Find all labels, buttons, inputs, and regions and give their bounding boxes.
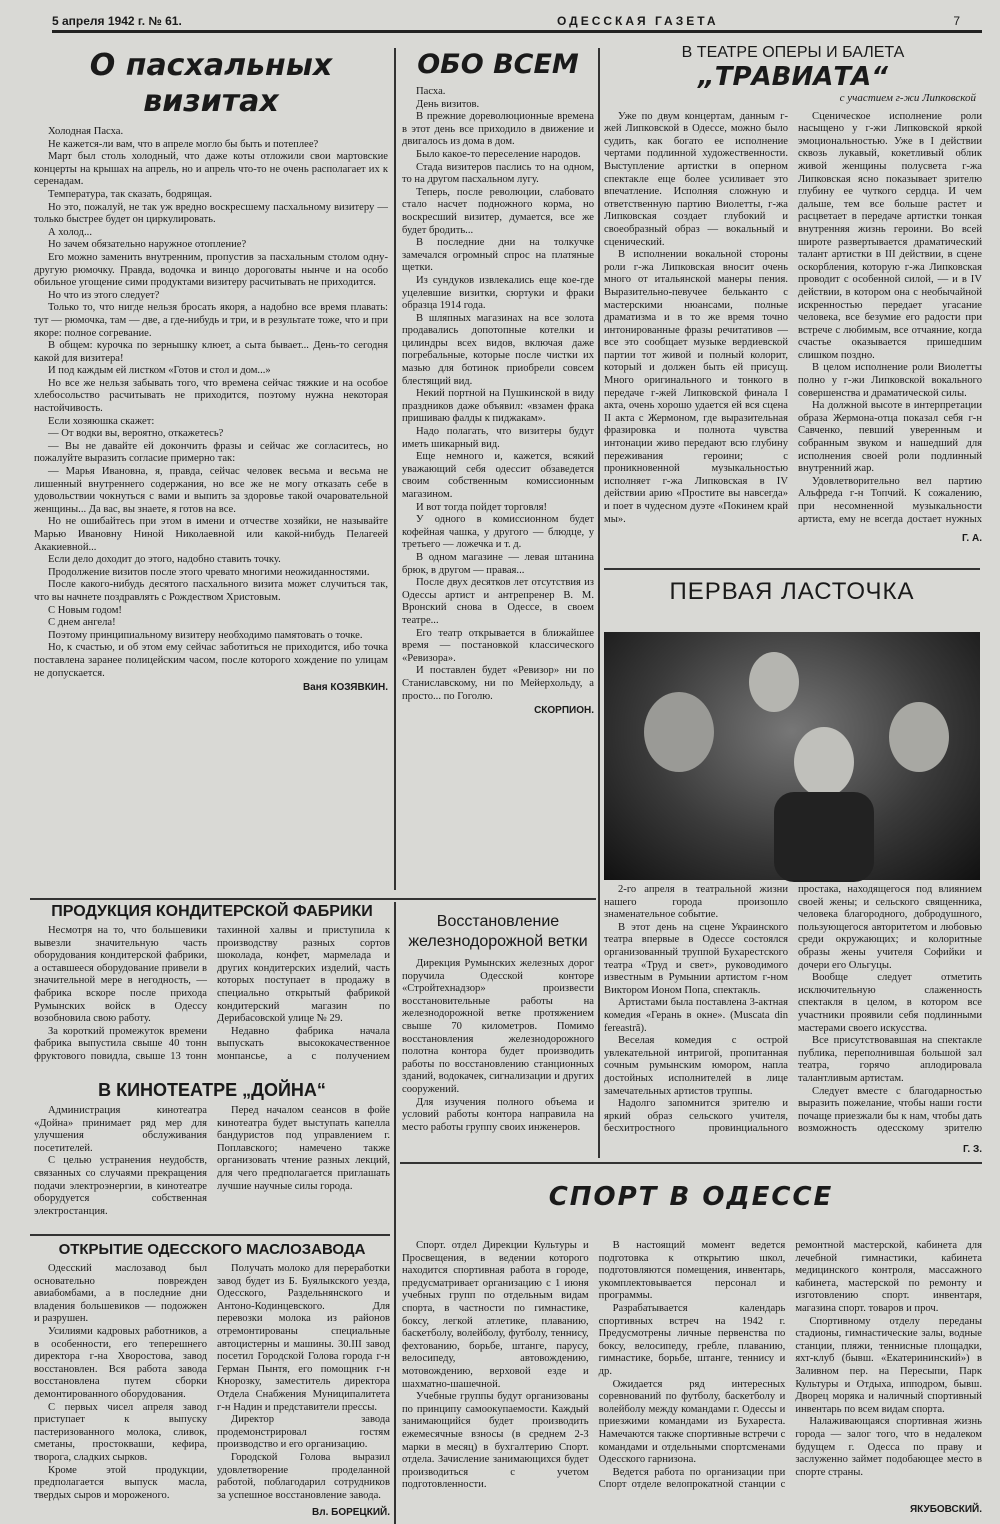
column-rule	[598, 48, 600, 1158]
paragraph: Для изучения полного объема и условий работы контора направила на место работы группу своих инженеров.	[402, 1096, 594, 1133]
paragraph: Ведется работа по организации при Спорт отделе велопрокатной станции с ремонтной мастерской, кабинета для лечебной гимнастики, кабинета медицинского контроля, массажного кабинета, мастерской по ремонту и изготовлению спорт. инвентаря, магазина спорт. товаров и проч.	[598, 1240, 982, 1491]
paragraph: Не кажется-ли вам, что в апреле могло бы быть и потеплее?	[48, 138, 319, 150]
signature: Вл. БОРЕЦКИЙ.	[312, 1507, 390, 1518]
paragraph: Холодная Пасха.	[48, 126, 124, 137]
article-body	[604, 884, 982, 1142]
paragraph: Городской Голова выразил удовлетворение проделанной работой, поблагодарил сотрудников за успешное восстановление завода.	[217, 1451, 390, 1501]
paragraph: И вот тогда пойдет торговля!	[416, 501, 548, 513]
paragraph: Дирекция Румынских железных дорог поручила Одесской конторе «Стройтехнадзор» произвести восстановительные работы на железнодорожной ветке протяжением свыше 70 километров. Помимо восстановления железнодорожного полотна контора будет производить работы по восстановлению станционных зданий, водокачек, сигнализации и других сооружений.	[402, 958, 594, 1095]
paragraph: Учебные группы будут организованы по принципу самоокупаемости. Каждый занимающийся будет производить ежемесячные взносы (в среднем 2-3 марки в месяц) в бухгалтерию Спорт. отдела. Зачисление занимающихся будет производиться с учетом подготовленности.	[402, 1391, 589, 1491]
paragraph: Налаживающаяся спортивная жизнь города — залог того, что в недалеком будущем г. Одесса по праву и заслуженно займет подобающее место в спорте страны.	[795, 1416, 982, 1478]
paragraph: Если дело доходит до этого, надобно ставить точку.	[48, 554, 281, 566]
paragraph: Его можно заменить внутренним, пропустив за пасхальным столом одну-другую рюмочку. Правда, водочка и винцо дороговаты нынче и на особо обильное угощение сими продуктами визитеру расчитывать не приходится.	[34, 251, 388, 289]
article-body	[34, 925, 390, 1071]
paragraph: Усилиями кадровых работников, а в особенности, его теперешнего директора г-на Хворостова, завод восстановлен. Вся работа завода восстановлена путем сборки демонтированного оборудования.	[34, 1325, 207, 1400]
column-rule	[394, 48, 396, 890]
paragraph: Администрация кинотеатра «Дойна» принимает ряд мер для улучшения обслуживания посетителей.	[34, 1105, 207, 1154]
paragraph: В одном магазине — левая штанина брюк, в другом — правая...	[402, 551, 594, 576]
paragraph: В общем: курочка по зернышку клюет, а сыта бывает... День-то сегодня какой для визитера!	[34, 340, 388, 364]
paragraph: Пасха.	[416, 86, 446, 97]
paragraph: В целом исполнение роли Виолетты полно у г-жи Липковской вокального совершенства и драматической силы.	[798, 362, 982, 399]
article-title: В КИНОТЕАТРЕ „ДОЙНА“	[98, 1080, 326, 1100]
article-title: ОТКРЫТИЕ ОДЕССКОГО МАСЛОЗАВОДА	[58, 1241, 366, 1258]
section-rule	[400, 1162, 982, 1164]
signature: ЯКУБОВСКИЙ.	[909, 1504, 982, 1515]
paragraph: Но зачем обязательно наружное отопление?	[48, 239, 247, 251]
paragraph: С Новым годом!	[48, 604, 122, 616]
article-title: О пасхальных визитах	[89, 48, 333, 119]
paragraph: Некий портной на Пушкинской в виду праздников даже объявил: «взамен фрака пришиваю фалды к пиджакам».	[402, 388, 594, 425]
paragraph: А холод...	[48, 226, 92, 238]
paragraph: День визитов.	[416, 98, 480, 110]
article-body	[402, 86, 594, 703]
paragraph: Спортивному отделу переданы стадионы, гимнастические залы, водные станции, пляжи, теннисные площадки, яхт-клуб (бывш. «Екатерининский») в Заливном пер. на Пересыпи, Парк Культуры и Отдыха, ипподром, бывш. Дворец моряка и наличный спортивный инвентарь по всем видам спорта.	[795, 1315, 982, 1415]
paragraph: Продолжение визитов после этого чревато многими неожиданностями.	[48, 566, 370, 578]
paragraph: В настоящий момент ведется подготовка к открытию школ, подготовляются помещения, инвентарь, укомплектовывается персонал и программы.	[598, 1240, 786, 1302]
article-title: ПРОДУКЦИЯ КОНДИТЕРСКОЙ ФАБРИКИ	[51, 903, 373, 920]
paragraph: Из сундуков извлекались еще кое-где уцелевшие визитки, сюртуки и фраки образца 1914 года.	[402, 274, 594, 312]
article-body	[34, 126, 388, 680]
article-railway	[402, 912, 594, 1158]
paragraph: Артистами была поставлена 3-актная комедия «Герань в окне». (Muscata din fereastră).	[604, 997, 788, 1034]
section-rule	[30, 898, 596, 900]
newspaper-title: ОДЕССКАЯ ГАЗЕТА	[557, 14, 719, 28]
paragraph: — Марья Ивановна, я, правда, сейчас человек весьма и весьма не лишенный внутреннего содержания, но все же не могу отказать себе в удовольствии чокнуться с вами и выпить за здоровье такой очаровательной женщины... Да вас, вы знаете, я готов на все.	[34, 466, 388, 515]
paragraph: Получать молоко для переработки завод будет из Б. Буялыкского уезда, Одесского, Раздельнянского и Антоно-Кодинцевского. Для перевозки молока из районов отремонтированы специальные автоцистерны и машины. 30.III завод посетил Городской Голова города г-н Герман Пынтя, его помощник г-н Кнорозку, заместитель директора Отдела Снабжения Муниципалитета г-н Надин и представители прессы.	[217, 1263, 390, 1413]
paragraph: Спорт. отдел Дирекции Культуры и Просвещения, в ведении которого находится спортивная работа в городе, предусматривает организацию с 1 июня учебных групп по отдельным видам спорта, в частности по гимнастике, боксу, легкой атлетике, плаванию, баскетболу, волейболу, футболу, теннису, фехтованию, борьбе, штанге, парусу, велосипеду, автовождению, мотовождению, верховой езде и шахматно-шашечной.	[402, 1240, 589, 1390]
paragraph: Было какое-то переселение народов.	[416, 148, 581, 160]
paragraph: С первых чисел апреля завод приступает к выпуску пастеризованного молока, сливок, сметаны, простокваши, кефира, творога, сладких сырков.	[34, 1401, 207, 1463]
paragraph: Надо полагать, что визитеры будут иметь шикарный вид.	[402, 426, 594, 450]
paragraph: Недавно фабрика начала выпускать высококачественное монпансье, а с получением	[217, 1025, 390, 1062]
article-about	[402, 48, 594, 890]
article-swallow	[604, 884, 982, 1156]
paragraph: Но что из этого следует?	[48, 289, 160, 301]
article-title: ОБО ВСЕМ	[417, 49, 579, 80]
paragraph: У одного в комиссионном будет кофейная чашка, у другого — блюдце, у третьего — ложечка и т. д.	[402, 514, 594, 551]
paragraph: Перед началом сеансов в фойе кинотеатра будет выступать капелла бандуристов под управлением г. Поплавского; намечено также организовать чтение разных лекций, для чего предполагается приглашать лучшие научные силы города.	[217, 1105, 390, 1192]
section-rule	[604, 568, 980, 570]
signature: Ваня КОЗЯВКИН.	[302, 682, 388, 694]
article-subtitle: с участием г-жи Липковской	[839, 92, 976, 104]
paragraph: Следует вместе с благодарностью выразить пожелание, чтобы наши гости почаще приезжали бы к нам, чтобы дать возможность одесскому зрителю	[798, 1085, 982, 1135]
paragraph: Поэтому принципиальному визитеру необходимо памятовать о точке.	[48, 629, 363, 641]
paragraph: В этот день на сцене Украинского театра впервые в Одессе состоялся организованный труппой Бухарестского театра «Труд и свет», руководимого известным в Румынии артистом г-ном Виктором Ионом Попа, спектакль.	[604, 921, 788, 996]
article-title: „ТРАВИАТА“	[698, 62, 888, 92]
paragraph: Сценическое исполнение роли насыщено у г-жи Липковской яркой эмоциональностью. Уже в I действии сквозь лукавый, кокетливый облик живой женщины полусвета г-жа Липковская ясно показывает зрителю глубину ее чуткого сердца. И чем дальше, тем все больше растет и расцветает в передаче артистки тонкая внутренняя жизнь героини. Во всей широте развертывается драматический талант артистки в III действии, в сцене оскорбления, которую г-жа Липковская проводит с особенной силой, — и в IV действии, в котором она с необычайной искренностью передает угасание человека, все безумие его радости при встрече с любимым, все отчаяние, когда счастье оказывается пришедшим слишком поздно.	[798, 110, 982, 361]
paragraph: И под каждым ей листком «Готов и стол и дом...»	[48, 365, 271, 377]
paragraph: Его театр открывается в ближайшее время — постановкой классического «Ревизора».	[402, 627, 594, 664]
paragraph: С днем ангела!	[48, 617, 116, 629]
paragraph: Теперь, после революции, слабовато стало насчет подножного корма, но воскресший визитер, думается, все же будет бродить...	[402, 186, 594, 236]
paragraph: Надолго запомнится зрителю и яркий образ сельского учителя, бесхитростного провинциального простака, находящегося под влиянием своей жены; и сельского священника, человека благородного, добродушного, пользующегося авторитетом и любовью среди окружающих; и колоритные образы жены учителя Софийки и дочери его Ольгуцы.	[604, 884, 982, 1135]
paragraph: Только то, что нигде нельзя бросать якоря, а надобно все время плавать: тут — рюмочка, там — две, а где-нибудь и три, и в результате тоже, что и при якоре: полное согревание.	[34, 302, 388, 339]
article-kino	[34, 1078, 390, 1228]
paragraph: Директор завода продемонстрировал гостям производство и его организацию.	[217, 1414, 390, 1451]
paragraph: Но не ошибайтесь при этом в имени и отчестве хозяйки, не называйте Марью Ивановну Ниной Николаевной или какой-нибудь Пелагеей Акакиевной...	[34, 516, 388, 553]
paragraph: После какого-нибудь десятого пасхального визита может случиться так, что вы начнете поздравлять с Рождеством Христовым.	[34, 579, 388, 603]
article-sport	[402, 1240, 982, 1522]
article-confectionery	[34, 902, 390, 1074]
paragraph: — Вы не давайте ей докончить фразы и сейчас же согласитесь, но пожалуйте выразить согласие примерно так:	[34, 440, 388, 465]
issue-date: 5 апреля 1942 г. № 61.	[52, 14, 182, 28]
section-rule	[30, 1234, 390, 1236]
paragraph: Одесский маслозавод был основательно поврежден авиабомбами, а в последние дни владения большевиков — подожжен и разрушен.	[34, 1263, 207, 1325]
paragraph: В последние дни на толкучке замечался огромный спрос на платяные щетки.	[402, 237, 594, 274]
paragraph: В шляпных магазинах на все золота продавались допотопные котелки и цилиндры всех видов, включая даже погребальные, которые после чистки их мазью для ботинок приобрели совсем блестящий вид.	[402, 312, 594, 387]
paragraph: Март был столь холодный, что даже коты отложили свои мартовские концерты на крышах на апрель, но и апрель что-то не очень располагает их к серенадам.	[34, 151, 388, 188]
signature: Г. А.	[962, 532, 982, 544]
paragraph: Все присутствовавшая на спектакле публика, переполнившая большой зал театра, горячо аплодировала талантливым артистам.	[798, 1035, 982, 1084]
paragraph: Если хозяюшка скажет:	[48, 415, 155, 427]
article-kicker: В ТЕАТРЕ ОПЕРЫ И БАЛЕТА	[681, 44, 905, 61]
article-body	[402, 958, 594, 1134]
article-body	[402, 1240, 982, 1502]
paragraph: Несмотря на то, что большевики вывезли значительную часть оборудования кондитерской фабрики, а оставшееся оборудование привели в значительной мере в негодность, — фабрика вскоре после прихода Румынских войск в Одессу возобновила свою работу.	[34, 925, 207, 1025]
paragraph: 2-го апреля в театральной жизни нашего города произошло знаменательное событие.	[604, 884, 788, 921]
paragraph: Ожидается ряд интересных соревнований по футболу, баскетболу и волейболу между командами г. Одессы и приезжими командами из Бухареста. Намечаются также спортивные встречи с командами и отдельными спортсменами Одесского гарнизона.	[598, 1378, 786, 1466]
paragraph: И поставлен будет «Ревизор» ни по Станиславскому, ни по Мейерхольду, а просто... по Гоголю.	[402, 665, 594, 702]
paragraph: — От водки вы, вероятно, откажетесь?	[48, 428, 224, 440]
paragraph: За короткий промежуток времени фабрика выпустила свыше 40 тонн фруктового повидла, свыше 13 тонн тахинной халвы и приступила к производству разных сортов шоколада, конфет, мармелада и других кондитерских изделий, часть которых поступает в продажу в специально открытый фабрикой кондитерский магазин по Дерибасовской улице № 29.	[34, 925, 390, 1062]
paragraph: Но все же нельзя забывать того, что времена сейчас тяжкие и на особое хлебосольство расчитывать не приходится, поэтому нужна некоторая настойчивость.	[34, 377, 388, 415]
paragraph: Вообще следует отметить исключительную слаженность спектакля в целом, в котором все участники проявили себя подлинными мастерами своего искусства.	[798, 972, 982, 1034]
paragraph: В исполнении вокальной стороны роли г-жа Липковская вносит очень много от итальянской манеры пения. Выразительно-певучее бельканто с мастерскими нюансами, полные драматизма и в то же время точно интонированные фразы речитативов — все это сообщает музыке вердиевской партии тот живой и полный колорит, который и должен быть ей присущ. Много оригинального и тонкого в передаче г-жей Липковской финала I акта, очень хорошо удается ей вся сцена II акта с Жермоном, где выразительная фразировка и полнота чувства интонации живо передают всю глубину переживания героини; с проникновенной музыкальностью исполняет г-жа Липковская в IV действии арию «Простите вы навсегда» и поет в чудесном дуэте «Покинем край мы».	[604, 249, 788, 525]
paragraph: Стада визитеров паслись то на одном, то на другом пасхальном лугу.	[402, 161, 594, 186]
page-number: 7	[953, 14, 960, 28]
sport-title: СПОРТ В ОДЕССЕ	[548, 1182, 834, 1212]
article-body	[34, 1105, 390, 1223]
paragraph: Кроме этой продукции, предполагается выпуск масла, твердых сыров и мороженого.	[34, 1464, 207, 1501]
film-title: ПЕРВАЯ ЛАСТОЧКА	[669, 578, 915, 605]
paragraph: Разрабатывается календарь спортивных встреч на 1942 г. Предусмотрены личные первенства по боксу, велосипеду, гребле, плаванию, гимнастике, борьбе, штанге, теннису и др.	[598, 1302, 786, 1377]
article-opera	[604, 44, 982, 566]
page-header	[52, 14, 982, 33]
paragraph: В прежние дореволюционные времена в этот день все приходило в движение и двигалось из дома в дом.	[402, 111, 594, 148]
signature: Г. З.	[962, 1144, 982, 1155]
paragraph: Температура, так сказать, бодрящая.	[48, 188, 212, 200]
paragraph: С целью устранения неудобств, связанных со случаями прекращения подачи электроэнергии, в кинотеатре оборудуется собственная электростанция.	[34, 1155, 207, 1217]
paragraph: Еще немного и, кажется, всякий уважающий себя одессит обзаведется своим собственным комиссионным магазином.	[402, 451, 594, 500]
paragraph: После двух десятков лет отсутствия из Одессы артист и антрепренер В. М. Вронский снова в Одессе, в своем театре...	[402, 577, 594, 626]
paragraph: На должной высоте в интерпретации образа Жермона-отца показал себя г-н Савченко, певший уверенным и собранным звуком и нашедший для исполнения своей роли подлинный внутренний жар.	[798, 400, 982, 475]
paragraph: Но это, пожалуй, не так уж вредно воскресшему пасхальному визитеру — только быстрее будет он циркулировать.	[34, 201, 388, 226]
paragraph: Уже по двум концертам, данным г-жей Липковской в Одессе, можно было судить, как богато ее исполнение чертами подлинной художественности. Выступление артистки в оперном спектакле еще более усиливает это впечатление. Исполняя сложную и ответственную партию Виолетты, г-жа Липковская создает глубокий и своеобразный образ — вокальный и сценический.	[604, 110, 788, 248]
article-butter	[34, 1240, 390, 1522]
column-rule	[394, 902, 396, 1524]
paragraph: Удовлетворительно вел партию Альфреда г-н Топчий. К сожалению, при несомненной музыкальности артиста, ему не всегда достает нужных	[798, 475, 982, 525]
paragraph: Но, к счастью, и об этом ему сейчас заботиться не приходится, ибо точка поставлена заранее полицейским часом, после которого хождение по улицам не допускается.	[34, 642, 388, 679]
signature: СКОРПИОН.	[534, 705, 594, 717]
article-title: Восстановление железнодорожной ветки	[408, 913, 588, 950]
paragraph: Веселая комедия с острой увлекательной интригой, пропитанная сочным румынским юмором, напла достойных исполнителей в лице замечательных артистов труппы.	[604, 1035, 788, 1097]
article-easter	[34, 48, 388, 890]
article-body	[604, 111, 982, 531]
article-body	[34, 1263, 390, 1505]
film-still-photo	[604, 632, 980, 880]
